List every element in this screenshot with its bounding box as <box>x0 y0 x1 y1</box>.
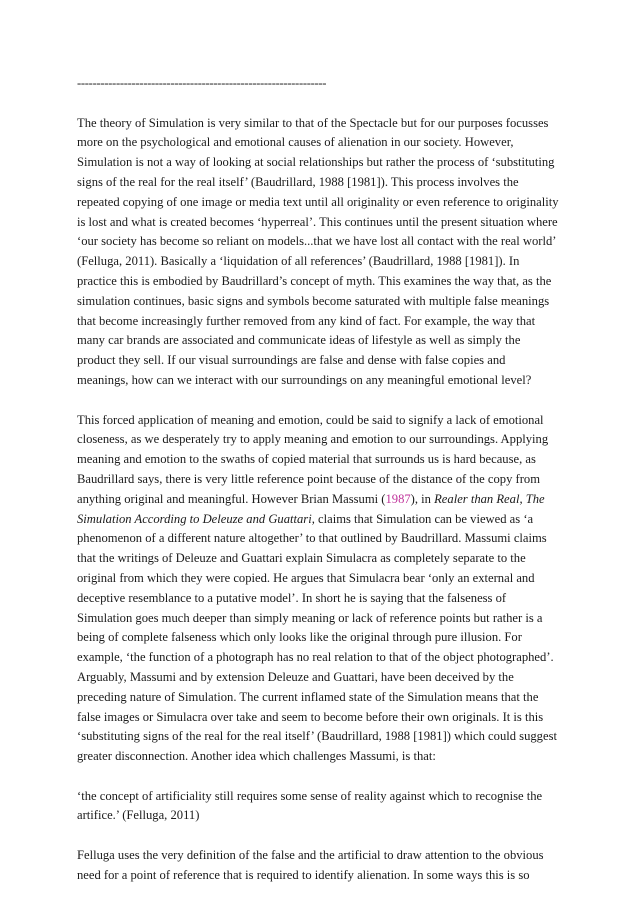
paragraph-massumi-body: claims that Simulation can be viewed as ‘a phenomenon of a different nature altogether’ to that outlined by Baudrillard. Massumi claims that the writings of Deleuze and Guattari explain Simulacra as completely separate to the original from which they were copied. He argues that Simulacra bear ‘only an external and deceptive resemblance to a putative model’. In short he is saying that the falseness of Simulation goes much deeper than simply meaning or lack of reference points but rather is a being of complete falseness which only looks like the original through pure illusion. For example, ‘the function of a photograph has no real relation to that of the object photographed’. Arguably, Massumi and by extension Deleuze and Guattari, have been deceived by the preceding nature of Simulation. The current inflamed state of the Simulation means that the false images or Simulacra over take and seem to become before their own originals. It is this ‘substituting signs of the real for the real itself’ (Baudrillard, 1988 [1981]) which could suggest greater disconnection. Another idea which challenges Massumi, is that: <box>77 511 557 764</box>
paragraph-felluga: Felluga uses the very definition of the false and the artificial to draw attention to the obvious need for a point of reference that is required to identify alienation. In some ways this is so <box>77 848 544 882</box>
work-title: Realer than Real, The Simulation According to Deleuze and Guattari, <box>77 491 545 526</box>
paragraph-massumi-intro: This forced application of meaning and emotion, could be said to signify a lack of emotional closeness, as we desperately try to apply meaning and emotion to our surroundings. Applying meaning and emotion to the swaths of copied material that surrounds us is hard because, as Baudrillard says, there is very little reference point because of the distance of the copy from anything original and meaningful. However Brian Massumi ( <box>77 412 549 506</box>
paragraph-massumi <box>77 411 559 767</box>
section-divider: ---------------------------------------------------------------- <box>77 76 327 90</box>
citation-year-link[interactable]: 1987 <box>385 491 411 506</box>
document-body <box>77 74 559 905</box>
block-quote-felluga: ‘the concept of artificiality still requires some sense of reality against which to recognise the artifice.’ (Felluga, 2011) <box>77 788 543 823</box>
paragraph-simulation-theory: The theory of Simulation is very similar to that of the Spectacle but for our purposes focusses more on the psychological and emotional causes of alienation in our society. However, Simulation is not a way of looking at social relationships but rather the process of ‘substituting signs of the real for the real itself’ (Baudrillard, 1988 [1981]). This process involves the repeated copying of one image or media text until all originality or even reference to originality is lost and what is created becomes ‘hyperreal’. This continues until the present situation where ‘our society has become so reliant on models...that we have lost all contact with the real world’ (Felluga, 2011). Basically a ‘liquidation of all references’ (Baudrillard, 1988 [1981]). In practice this is embodied by Baudrillard’s concept of myth. This examines the way that, as the simulation continues, basic signs and symbols become saturated with multiple false meanings that become increasingly further removed from any kind of fact. For example, the way that many car brands are associated and communicate ideas of lifestyle as well as simply the product they sell. If our visual surroundings are false and dense with false copies and meanings, how can we interact with our surroundings on any meaningful emotional level? <box>77 115 559 387</box>
paragraph-massumi-connector: ), in <box>410 491 435 506</box>
